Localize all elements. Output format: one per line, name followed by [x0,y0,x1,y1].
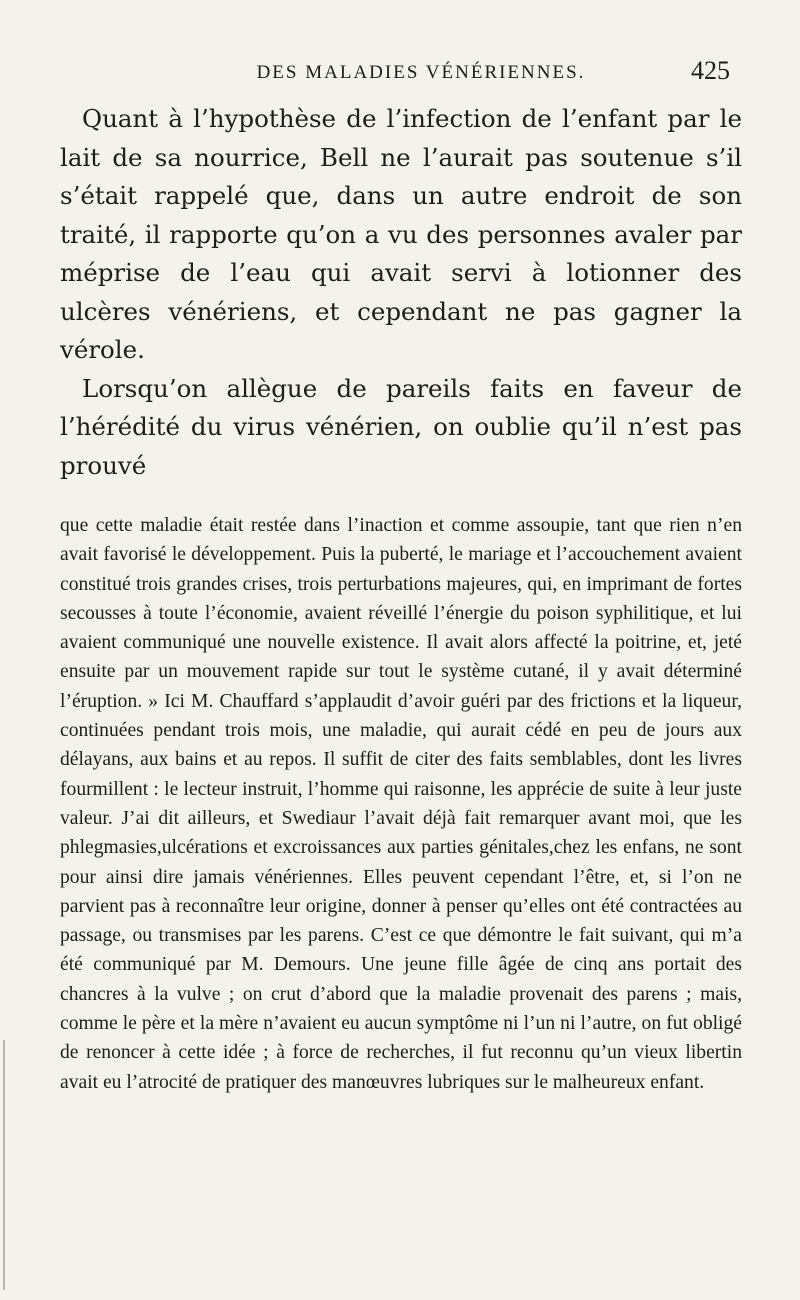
quoted-text-small [60,511,742,1097]
running-title: DES MALADIES VÉNÉRIENNES. [256,62,586,83]
paragraph-hypothesis: Quant à l’hypothèse de l’infection de l’enfant par le lait de sa nourrice, Bell ne l’aurait pas soutenue s’il s’était rappelé que, dans un autre endroit de son traité, il rapporte qu’on a vu des personnes avaler par méprise de l’eau qui avait servi à lotionner des ulcères vénériens, et cependant ne pas gagner la vérole. [60,104,742,364]
paragraph-heredity: Lorsqu’on allègue de pareils faits en faveur de l’hérédité du virus vénérien, on oublie qu’il n’est pas prouvé [60,373,742,480]
paragraph-quotation: que cette maladie était restée dans l’inaction et comme assoupie, tant que rien n’en avait favorisé le développement. Puis la puberté, le mariage et l’accouchement avaient constitué trois grandes crises, trois perturbations majeures, qui, en imprimant de fortes secousses à toute l’économie, avaient réveillé l’énergie du poison syphilitique, et lui avaient communiqué une nouvelle existence. Il avait alors affecté la poitrine, et, jeté ensuite par un mouvement rapide sur tout le système cutané, il y avait déterminé l’éruption. » Ici M. Chauffard s’applaudit d’avoir guéri par des frictions et la liqueur, continuées pendant trois mois, une maladie, qui aurait cédé en peu de jours aux délayans, aux bains et au repos. Il suffit de citer des faits semblables, dont les livres fourmillent : le lecteur instruit, l’homme qui raisonne, les apprécie de suite à leur juste valeur. J’ai dit ailleurs, et Swediaur l’avait déjà fait remarquer avant moi, que les phlegmasies,ulcérations et excroissances aux parties génitales,chez les enfans, ne sont pour ainsi dire jamais vénériennes. Elles peuvent cependant l’être, et, si l’on ne parvient pas à reconnaître leur origine, donner à penser qu’elles ont été contractées au passage, ou transmises par les parens. C’est ce que démontre le fait suivant, qui m’a été communiqué par M. Demours. Une jeune fille âgée de cinq ans portait des chancres à la vulve ; on crut d’abord que la maladie provenait des parens ; mais, comme le père et la mère n’avaient eu aucun symptôme ni l’un ni l’autre, on fut obligé de renoncer à cette idée ; à force de recherches, il fut reconnu qu’un vieux libertin avait eu l’atrocité de pratiquer des manœuvres lubriques sur le malheureux enfant. [60,515,742,1093]
running-header [60,56,742,100]
binding-edge-line [3,1040,5,1290]
page-number: 425 [691,56,730,85]
main-text-large [60,100,742,485]
